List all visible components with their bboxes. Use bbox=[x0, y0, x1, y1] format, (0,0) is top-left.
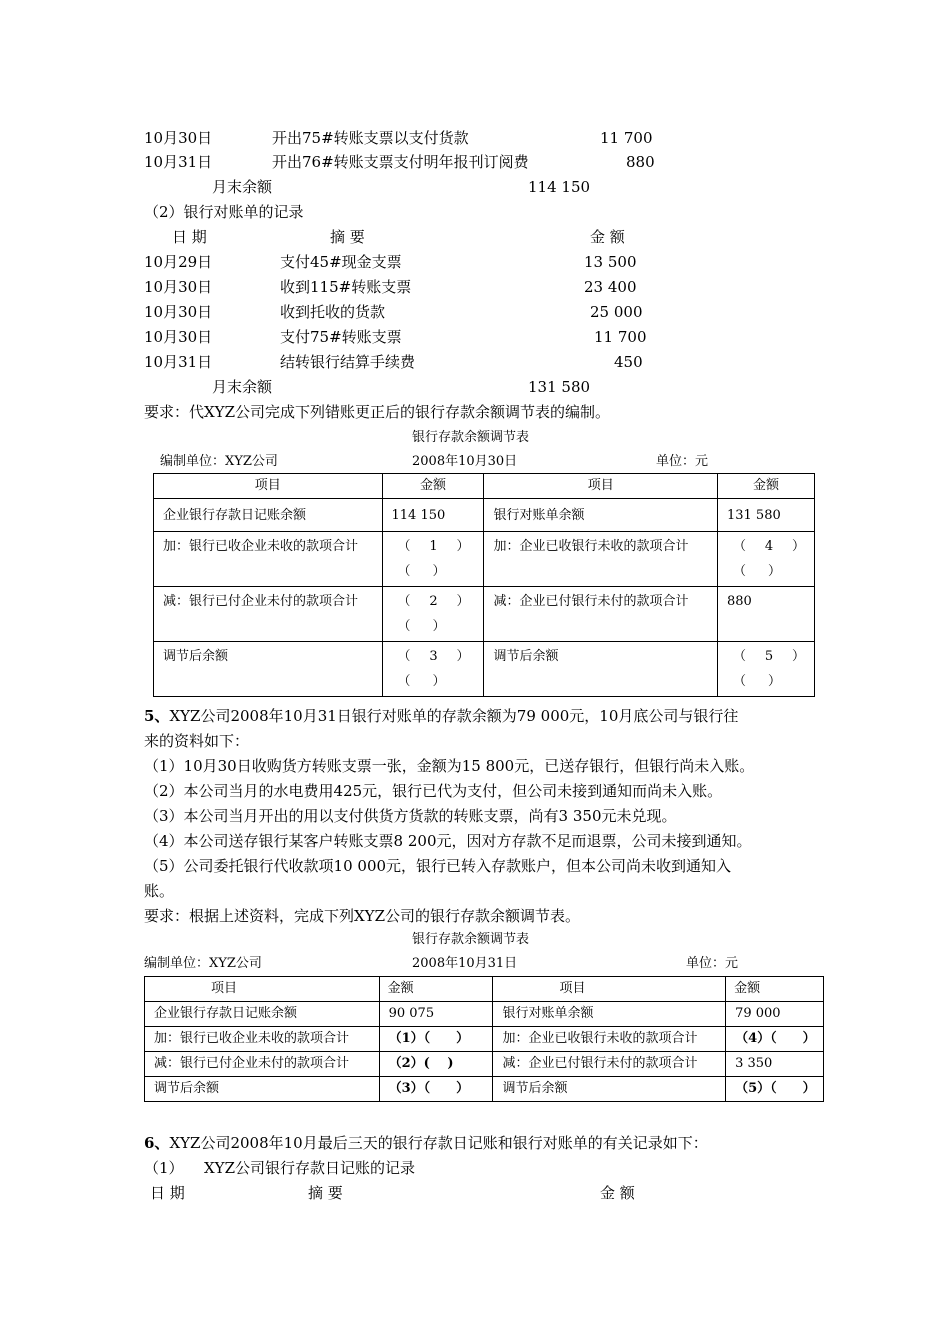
row-item: 企业银行存款日记账余额 bbox=[154, 1006, 298, 1021]
blank-number: 4 bbox=[764, 539, 774, 554]
blank-answer-3[interactable]: （3）（ ） bbox=[388, 1081, 470, 1096]
paren-open: （ bbox=[732, 539, 746, 554]
sec5-item: （3）本公司当月开出的用以支付供货方货款的转账支票，尚有3 350元未兑现。 bbox=[144, 807, 677, 825]
table-row bbox=[154, 499, 815, 532]
sec4-requirement: 要求：代XYZ公司完成下列错账更正后的银行存款余额调节表的编制。 bbox=[144, 403, 611, 421]
bank-row-date: 10月29日 bbox=[144, 253, 213, 271]
bank-row-date: 10月30日 bbox=[144, 303, 213, 321]
bank-row-date: 10月30日 bbox=[144, 278, 213, 296]
diary-row-desc: 开出76#转账支票支付明年报刊订阅费 bbox=[272, 153, 529, 171]
bank-row-amount: 11 700 bbox=[594, 328, 647, 346]
sec5-intro-line2: 来的资料如下： bbox=[144, 732, 250, 750]
bank-row-desc: 收到托收的货款 bbox=[280, 303, 386, 321]
row-item: 减：银行已付企业未付的款项合计 bbox=[154, 1056, 350, 1071]
sec5-item: （1）10月30日收购货方转账支票一张，金额为15 800元，已送存银行，但银行尚未入账。 bbox=[144, 757, 755, 775]
paren-close: ） bbox=[768, 564, 782, 579]
row-item: 减：银行已付企业未付的款项合计 bbox=[163, 594, 359, 609]
bank-row-amount: 13 500 bbox=[584, 253, 637, 271]
header-amount: 金额 bbox=[387, 981, 414, 996]
blank-answer-2[interactable] bbox=[383, 587, 484, 641]
sec5-intro-line1: XYZ公司2008年10月31日银行对账单的存款余额为79 000元，10月底公司与银行往 bbox=[169, 707, 739, 725]
sec5-item: （5）公司委托银行代收款项10 000元，银行已转入存款账户，但本公司尚未收到通知入 bbox=[144, 857, 732, 875]
table-header-row bbox=[154, 474, 815, 499]
sec6-intro-text: XYZ公司2008年10月最后三天的银行存款日记账和银行对账单的有关记录如下： bbox=[169, 1134, 708, 1152]
table-row bbox=[145, 1077, 824, 1102]
paren-close: ） bbox=[456, 594, 470, 609]
bank-row-date: 10月31日 bbox=[144, 353, 213, 371]
paren-open: （ bbox=[397, 649, 411, 664]
blank-answer-2[interactable]: （2）( ) bbox=[388, 1056, 454, 1071]
header-amount: 金额 bbox=[734, 981, 761, 996]
header-amount: 金额 bbox=[419, 478, 446, 493]
row-item: 加：银行已收企业未收的款项合计 bbox=[163, 539, 359, 554]
bank-row-amount: 450 bbox=[614, 353, 643, 371]
bank-balance-amount: 131 580 bbox=[528, 378, 591, 396]
paren-open: （ bbox=[397, 674, 411, 689]
diary-row-desc: 开出75#转账支票以支付货款 bbox=[272, 129, 469, 147]
header-item: 项目 bbox=[211, 981, 238, 996]
blank-answer-4[interactable]: （4）（ ） bbox=[735, 1031, 816, 1046]
table-row bbox=[145, 1027, 824, 1052]
table1-title: 银行存款余额调节表 bbox=[412, 430, 530, 445]
row-item: 企业银行存款日记账余额 bbox=[163, 508, 307, 523]
row-item: 减：企业已付银行未付的款项合计 bbox=[493, 594, 689, 609]
paren-close: ） bbox=[432, 564, 446, 579]
table2-title: 银行存款余额调节表 bbox=[412, 932, 530, 947]
blank-number: 5 bbox=[764, 649, 774, 664]
table-header-row bbox=[145, 977, 824, 1002]
row-item: 加：企业已收银行未收的款项合计 bbox=[493, 539, 689, 554]
row-item: 调节后余额 bbox=[502, 1081, 568, 1096]
paren-open: （ bbox=[732, 674, 746, 689]
row-item: 银行对账单余额 bbox=[502, 1006, 594, 1021]
diary-balance-label: 月末余额 bbox=[212, 178, 273, 196]
bank-row-amount: 25 000 bbox=[590, 303, 643, 321]
table-row bbox=[154, 587, 815, 642]
bank-header-date: 日 期 bbox=[172, 228, 207, 246]
bank-row-desc: 结转银行结算手续费 bbox=[280, 353, 416, 371]
bank-row-desc: 支付75#转账支票 bbox=[280, 328, 402, 346]
header-item: 项目 bbox=[254, 478, 281, 493]
paren-close: ） bbox=[791, 539, 805, 554]
row-amount: 79 000 bbox=[735, 1006, 781, 1021]
question-number: 5、 bbox=[144, 707, 170, 725]
diary-row-date: 10月30日 bbox=[144, 129, 213, 147]
reconciliation-table-1 bbox=[153, 473, 815, 697]
row-item: 加：银行已收企业未收的款项合计 bbox=[154, 1031, 350, 1046]
sec6-sub-num: （1） bbox=[144, 1159, 184, 1177]
paren-close: ） bbox=[791, 649, 805, 664]
sec6-header-desc: 摘 要 bbox=[308, 1184, 343, 1202]
diary-row-date: 10月31日 bbox=[144, 153, 213, 171]
sec5-item: （2）本公司当月的水电费用425元，银行已代为支付，但公司未接到通知而尚未入账。 bbox=[144, 782, 723, 800]
paren-close: ） bbox=[456, 539, 470, 554]
reconciliation-table-2 bbox=[144, 976, 824, 1102]
blank-answer-5[interactable]: （5）（ ） bbox=[735, 1081, 816, 1096]
table1-unit: 单位：元 bbox=[656, 454, 709, 469]
table1-date: 2008年10月30日 bbox=[412, 454, 518, 469]
blank-number: 3 bbox=[429, 649, 438, 664]
header-item: 项目 bbox=[559, 981, 586, 996]
paren-close: ） bbox=[432, 674, 446, 689]
bank-header-amount: 金 额 bbox=[590, 228, 625, 246]
table2-unit: 单位：元 bbox=[686, 956, 739, 971]
blank-answer-4[interactable] bbox=[718, 532, 814, 586]
table-row bbox=[145, 1002, 824, 1027]
sec5-intro bbox=[144, 706, 738, 726]
bank-row-desc: 收到115#转账支票 bbox=[280, 278, 412, 296]
bank-row-desc: 支付45#现金支票 bbox=[280, 253, 402, 271]
bank-row-amount: 23 400 bbox=[584, 278, 637, 296]
bank-header-desc: 摘 要 bbox=[330, 228, 365, 246]
bank-row-date: 10月30日 bbox=[144, 328, 213, 346]
table-row bbox=[145, 1052, 824, 1077]
paren-open: （ bbox=[397, 564, 411, 579]
blank-answer-5[interactable] bbox=[718, 642, 814, 696]
row-item: 加：企业已收银行未收的款项合计 bbox=[502, 1031, 698, 1046]
paren-open: （ bbox=[732, 649, 746, 664]
diary-balance-amount: 114 150 bbox=[528, 178, 591, 196]
row-item: 银行对账单余额 bbox=[493, 508, 585, 523]
row-item: 调节后余额 bbox=[493, 649, 559, 664]
sec6-header-amount: 金 额 bbox=[600, 1184, 635, 1202]
blank-number: 2 bbox=[429, 594, 438, 609]
header-amount: 金额 bbox=[752, 478, 779, 493]
row-amount: 131 580 bbox=[726, 508, 781, 523]
table2-unit-org: 编制单位：XYZ公司 bbox=[144, 956, 262, 971]
diary-row-amount: 880 bbox=[626, 153, 655, 171]
paren-open: （ bbox=[732, 564, 746, 579]
blank-answer-1[interactable]: （1）（ ） bbox=[388, 1031, 470, 1046]
table-row bbox=[154, 532, 815, 587]
sec6-sub-text: XYZ公司银行存款日记账的记录 bbox=[204, 1159, 416, 1177]
bank-statement-heading: （2）银行对账单的记录 bbox=[144, 203, 304, 221]
row-item: 减：企业已付银行未付的款项合计 bbox=[502, 1056, 698, 1071]
diary-row-amount: 11 700 bbox=[600, 129, 653, 147]
header-item: 项目 bbox=[587, 478, 614, 493]
table1-unit-org: 编制单位：XYZ公司 bbox=[160, 454, 278, 469]
bank-balance-label: 月末余额 bbox=[212, 378, 273, 396]
row-item: 调节后余额 bbox=[154, 1081, 220, 1096]
sec5-item-cont: 账。 bbox=[144, 882, 175, 900]
blank-number: 1 bbox=[429, 539, 438, 554]
row-amount: 880 bbox=[726, 594, 752, 609]
row-amount: 90 075 bbox=[388, 1006, 435, 1021]
table2-date: 2008年10月31日 bbox=[412, 956, 518, 971]
blank-answer-1[interactable] bbox=[383, 532, 484, 586]
sec5-item: （4）本公司送存银行某客户转账支票8 200元，因对方存款不足而退票，公司未接到通知。 bbox=[144, 832, 752, 850]
blank-answer-3[interactable] bbox=[383, 642, 484, 696]
sec6-intro bbox=[144, 1133, 708, 1153]
row-amount: 3 350 bbox=[735, 1056, 773, 1071]
row-item: 调节后余额 bbox=[163, 649, 229, 664]
paren-close: ） bbox=[768, 674, 782, 689]
sec6-header-date: 日 期 bbox=[150, 1184, 185, 1202]
question-number: 6、 bbox=[144, 1134, 170, 1152]
row-amount: 114 150 bbox=[391, 508, 446, 523]
paren-open: （ bbox=[397, 619, 411, 634]
table-row bbox=[154, 642, 815, 697]
paren-close: ） bbox=[456, 649, 470, 664]
paren-close: ） bbox=[432, 619, 446, 634]
paren-open: （ bbox=[397, 594, 411, 609]
sec5-requirement: 要求：根据上述资料，完成下列XYZ公司的银行存款余额调节表。 bbox=[144, 907, 581, 925]
paren-open: （ bbox=[397, 539, 411, 554]
